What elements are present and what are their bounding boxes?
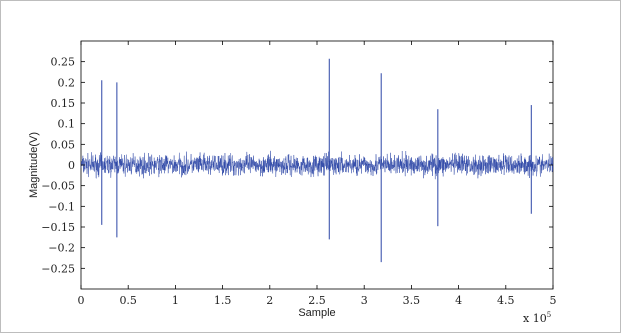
plot-area bbox=[41, 41, 556, 307]
y-tick-label: −0.1 bbox=[48, 200, 75, 214]
x-tick-label: 0 bbox=[77, 294, 85, 307]
y-tick-label: 0.25 bbox=[50, 55, 75, 69]
y-tick-label: 0.15 bbox=[50, 97, 75, 110]
y-tick-label: −0.2 bbox=[48, 241, 75, 255]
y-tick-label: 0 bbox=[68, 159, 75, 172]
x-tick-label: 2.5 bbox=[308, 294, 326, 307]
y-tick-label: −0.25 bbox=[41, 262, 75, 276]
x-tick-label: 4.5 bbox=[497, 294, 515, 307]
x-tick-label: 1 bbox=[171, 294, 179, 307]
x-tick-label: 2 bbox=[266, 294, 274, 307]
x-tick-label: 1.5 bbox=[213, 294, 232, 307]
x-tick-label: 5 bbox=[549, 294, 557, 307]
y-tick-label: 0.1 bbox=[57, 117, 75, 131]
y-tick-label: −0.15 bbox=[41, 221, 75, 234]
x-axis-multiplier-exponent: 5 bbox=[546, 311, 552, 319]
x-axis-label: Sample bbox=[298, 307, 336, 319]
x-tick-label: 3.5 bbox=[402, 294, 421, 307]
y-tick-label: 0.05 bbox=[50, 138, 75, 152]
x-tick-label: 4 bbox=[455, 294, 463, 307]
y-axis-label: Magnitude(V) bbox=[28, 131, 40, 199]
x-axis-multiplier-base: x 10 bbox=[523, 312, 547, 325]
x-tick-label: 3 bbox=[360, 294, 368, 307]
y-tick-label: −0.05 bbox=[41, 179, 75, 193]
y-tick-label: 0.2 bbox=[57, 76, 75, 90]
x-axis-multiplier bbox=[523, 311, 551, 325]
x-tick-label: 0.5 bbox=[119, 294, 137, 307]
